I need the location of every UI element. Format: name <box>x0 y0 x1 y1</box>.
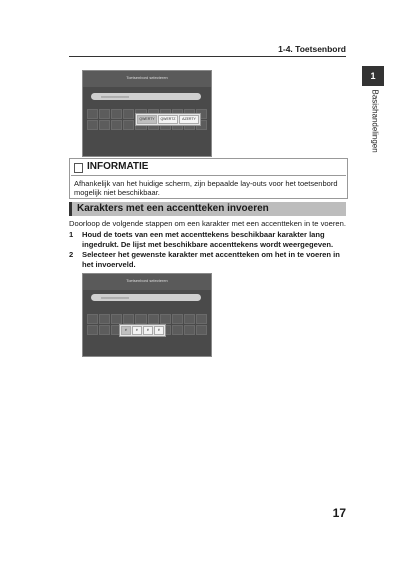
section-header: 1-4. Toetsenbord <box>278 44 346 54</box>
accent-keyboard-screenshot <box>82 273 212 357</box>
accent-option: è <box>132 326 142 335</box>
chapter-sidebar <box>365 90 381 160</box>
information-title: INFORMATIE <box>87 161 149 172</box>
info-icon <box>74 163 83 173</box>
section-title: Karakters met een accentteken invoeren <box>77 203 269 214</box>
accent-option: ë <box>154 326 164 335</box>
step-text: Selecteer het gewenste karakter met accentteken om het in te voeren in het invoerveld. <box>82 250 340 269</box>
heading-marker <box>69 202 72 216</box>
layout-option: AZERTY <box>179 115 199 124</box>
page-number: 17 <box>332 506 346 520</box>
step-number: 2 <box>69 250 74 259</box>
layout-option: QWERTZ <box>158 115 178 124</box>
keyboard-layout-screenshot <box>82 70 212 157</box>
step-2 <box>69 250 349 271</box>
layout-popup <box>135 113 201 126</box>
screen-title: Toetsenbord selecteren <box>126 278 168 283</box>
chapter-title: Basishandelingen <box>370 89 380 153</box>
step-number: 1 <box>69 230 74 239</box>
layout-option: QWERTY <box>137 115 157 124</box>
header-rule <box>69 56 346 57</box>
information-header <box>71 160 346 176</box>
information-box <box>69 158 348 199</box>
input-placeholder: xxxxxxxxxxxxxx <box>101 94 129 99</box>
screen-title: Toetsenbord selecteren <box>126 75 168 80</box>
screen-input-field <box>91 93 201 100</box>
accent-popup <box>119 324 166 337</box>
section-heading-bar <box>69 202 346 216</box>
accent-option: ê <box>143 326 153 335</box>
input-placeholder: xxxxxxxxxxxxxx <box>101 295 129 300</box>
step-text: Houd de toets van een met accenttekens beschikbaar karakter lang ingedrukt. De lijst met beschikbare accenttekens wordt weergegeven. <box>82 230 334 249</box>
screen-input-field <box>91 294 201 301</box>
chapter-tab: 1 <box>362 66 384 86</box>
accent-option: é <box>121 326 131 335</box>
section-intro: Doorloop de volgende stappen om een karakter met een accentteken in te voeren. <box>69 219 346 228</box>
step-1 <box>69 230 349 251</box>
information-text: Afhankelijk van het huidige scherm, zijn bepaalde lay-outs voor het toetsenbord mogelijk niet beschikbaar. <box>74 179 338 197</box>
